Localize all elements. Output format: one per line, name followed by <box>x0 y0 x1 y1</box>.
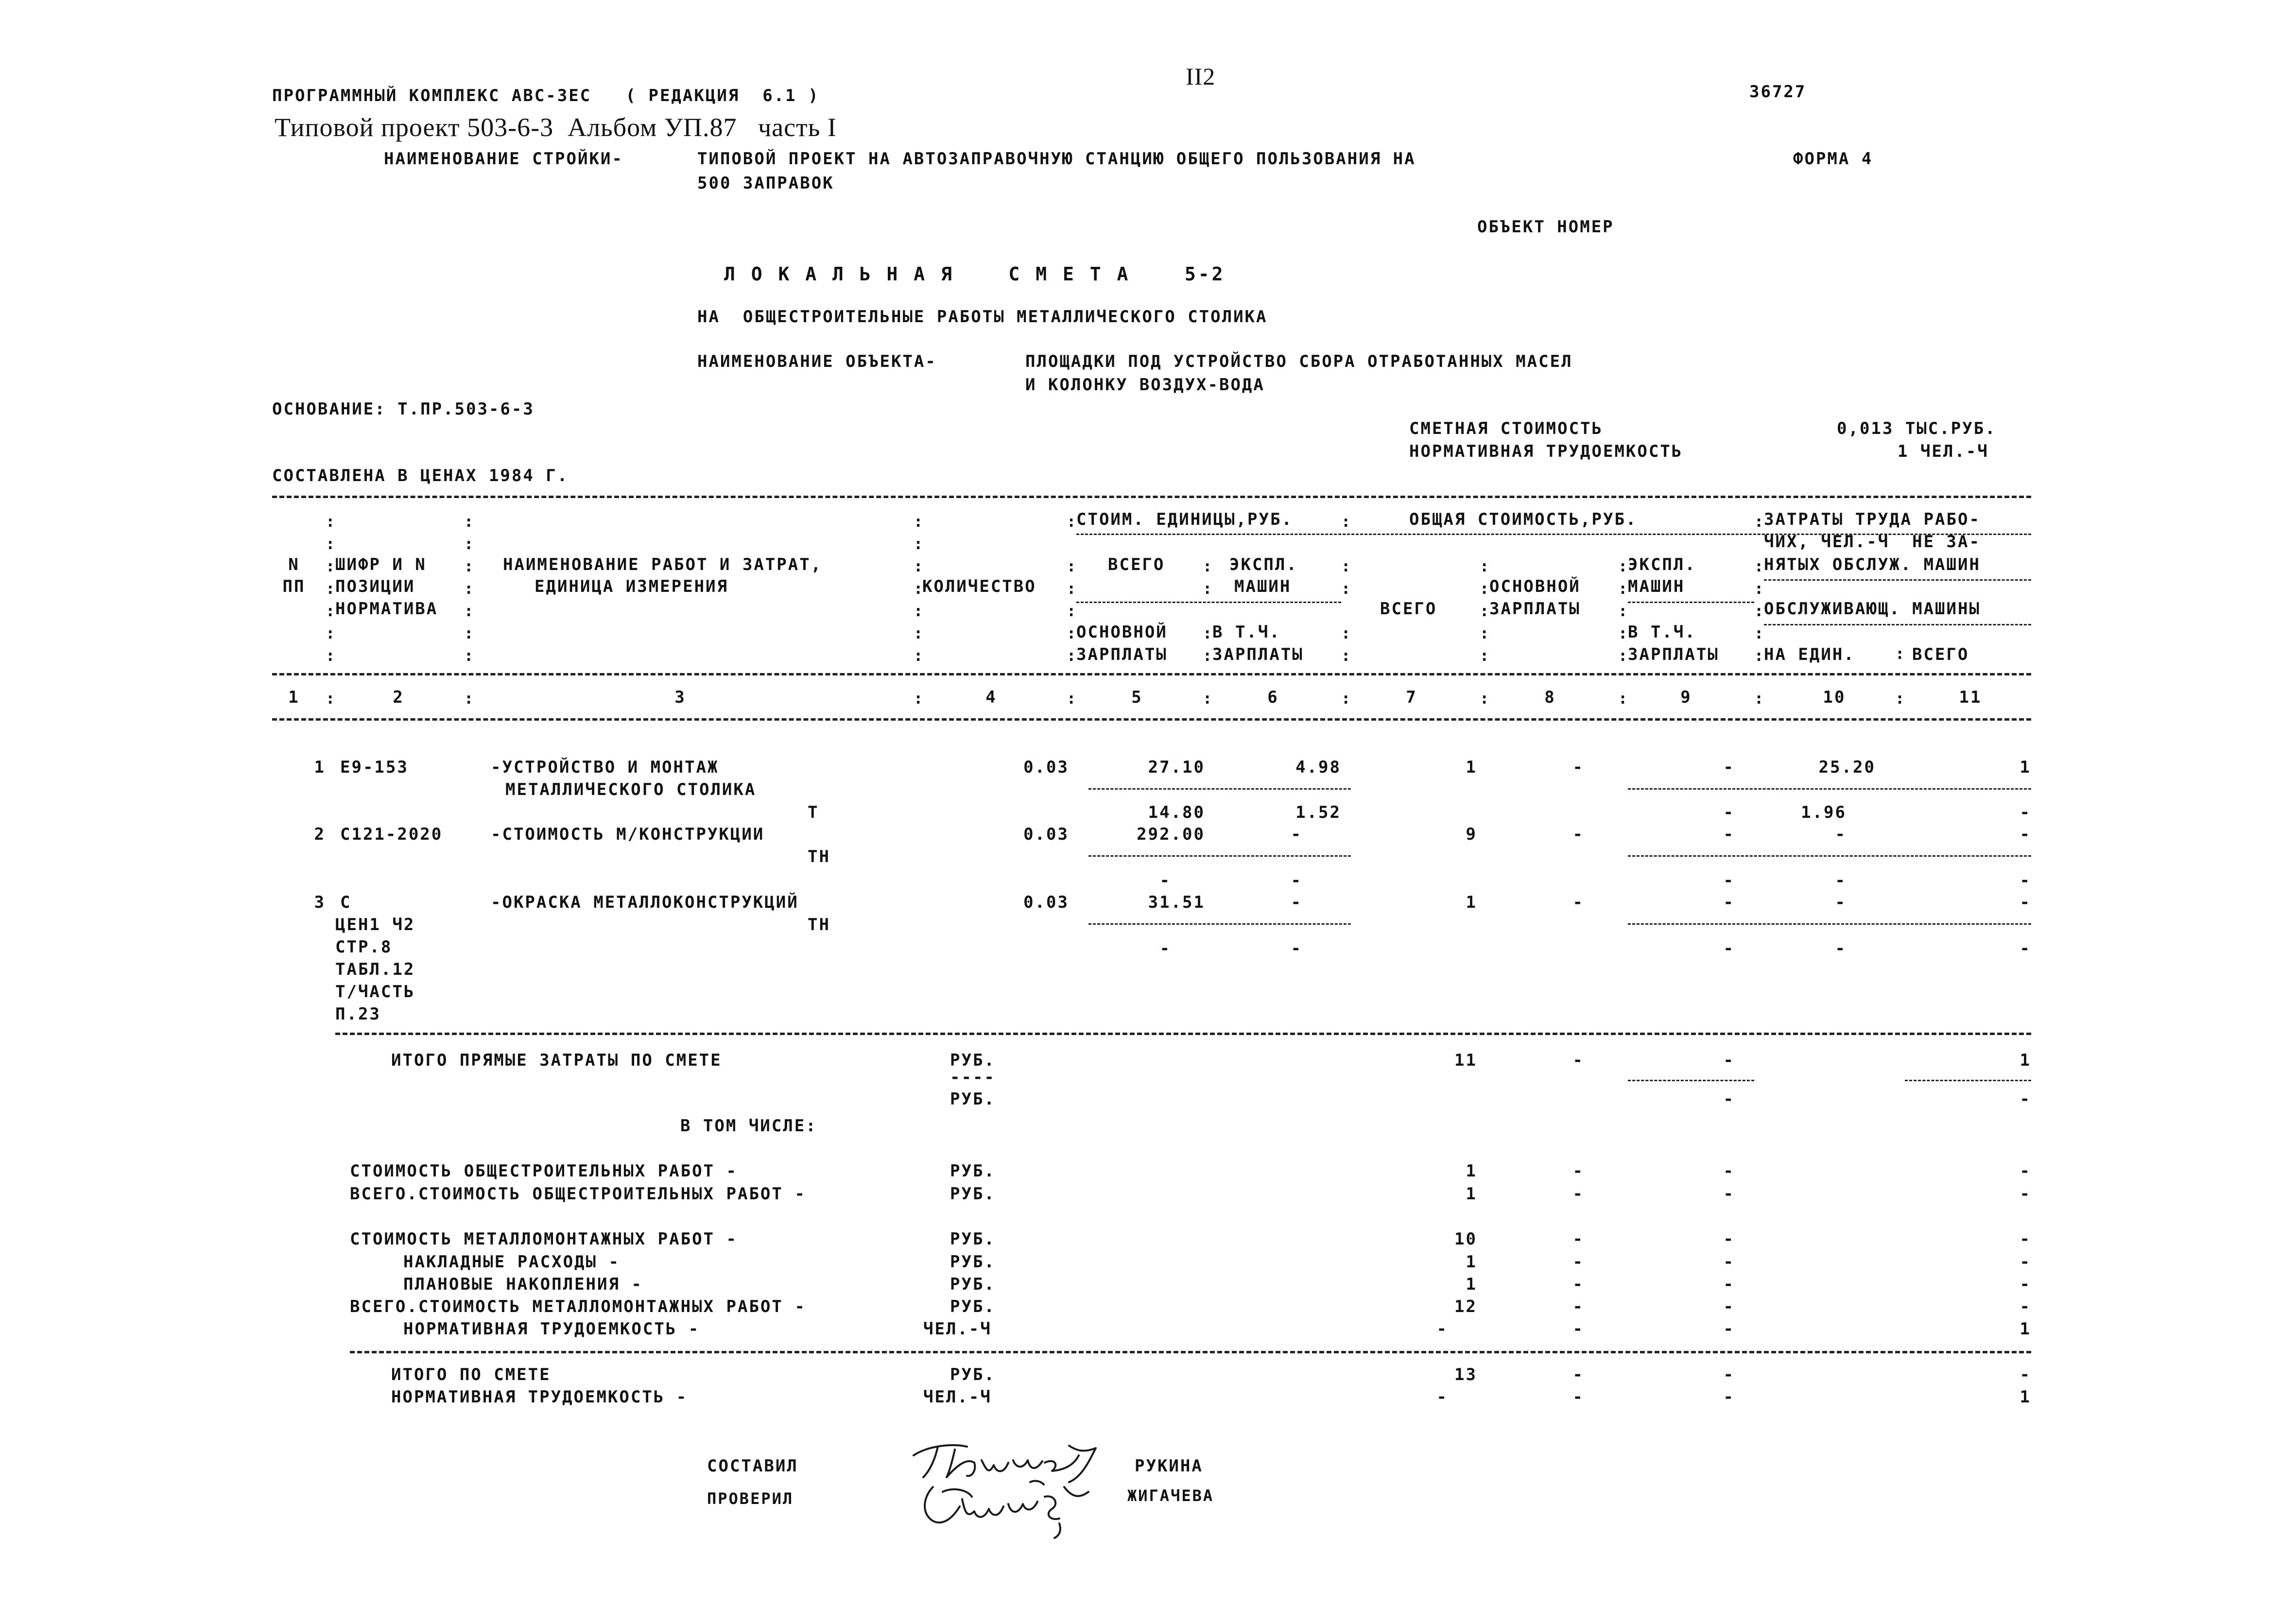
col-number: 1 <box>288 688 300 707</box>
row-machines-incl: - <box>1723 939 1735 958</box>
labor-label-4: ОБСЛУЖИВАЮЩ. МАШИНЫ <box>1764 599 1981 619</box>
summary-machines: - <box>1723 1297 1735 1316</box>
row-code-extra: СТР.8 <box>335 937 393 957</box>
row-unit: ТН <box>808 915 830 934</box>
row-total: 1 <box>1466 758 1477 777</box>
summary-unit: РУБ. <box>950 1297 996 1316</box>
row-code: Е9-153 <box>340 758 409 777</box>
unit-cost-label: СТОИМ. ЕДИНИЦЫ,РУБ. <box>1076 510 1293 529</box>
grand-labor-base: - <box>1572 1387 1584 1407</box>
col-code-label-3: НОРМАТИВА <box>335 599 438 619</box>
summary-labor: - <box>2020 1184 2031 1204</box>
normative-labor-value: 1 ЧЕЛ.-Ч <box>1898 442 1989 461</box>
col-quantity-label: КОЛИЧЕСТВО <box>922 577 1036 596</box>
grand-total-labor: - <box>2020 1365 2031 1384</box>
row-unit: Т <box>808 803 819 822</box>
labor-label-3: НЯТЫХ ОБСЛУЖ. МАШИН <box>1764 555 1981 574</box>
col-number: 4 <box>985 688 997 707</box>
row-labor-total-2: - <box>2020 803 2031 822</box>
total-mach-label-2: МАШИН <box>1628 577 1685 596</box>
grand-total-label: ИТОГО ПО СМЕТЕ <box>391 1365 551 1384</box>
grand-labor-value: 1 <box>2020 1387 2031 1407</box>
unit-base-label-2: ЗАРПЛАТЫ <box>1076 645 1168 664</box>
summary-unit: РУБ. <box>950 1252 996 1272</box>
summary-base: - <box>1572 1161 1584 1181</box>
direct-costs-label: ИТОГО ПРЯМЫЕ ЗАТРАТЫ ПО СМЕТЕ <box>391 1051 722 1070</box>
normative-labor-label: НОРМАТИВНАЯ ТРУДОЕМКОСТЬ <box>1409 442 1683 461</box>
total-incl-label-2: ЗАРПЛАТЫ <box>1628 645 1719 664</box>
rule-top <box>272 496 2031 498</box>
row-unit-machines: 4.98 <box>1295 758 1341 777</box>
grand-total-base: - <box>1572 1365 1584 1384</box>
col-number: 2 <box>393 688 404 707</box>
grand-labor-label: НОРМАТИВНАЯ ТРУДОЕМКОСТЬ - <box>391 1387 688 1407</box>
summary-machines: - <box>1723 1275 1735 1294</box>
estimated-cost-label: СМЕТНАЯ СТОИМОСТЬ <box>1409 419 1603 438</box>
col-code-label-2: ПОЗИЦИИ <box>335 577 415 596</box>
col-pp-label: ПП <box>282 577 306 596</box>
checker-signature <box>914 1477 1098 1540</box>
row-base: - <box>1572 825 1584 844</box>
basis: ОСНОВАНИЕ: Т.ПР.503-6-3 <box>272 399 535 419</box>
total-base-label-1: ОСНОВНОЙ <box>1489 577 1581 596</box>
summary-base: - <box>1572 1252 1584 1272</box>
summary-labor: 1 <box>2020 1319 2031 1339</box>
row-labor-unit: 25.20 <box>1818 758 1876 777</box>
prices-year: СОСТАВЛЕНА В ЦЕНАХ 1984 Г. <box>272 466 569 485</box>
checked-name: ЖИГАЧЕВА <box>1127 1486 1214 1505</box>
row-labor-total: 1 <box>2020 758 2031 777</box>
labor-label-2: ЧИХ, ЧЕЛ.-Ч НЕ ЗА- <box>1764 532 1981 552</box>
direct-costs-machines-2: - <box>1723 1089 1735 1109</box>
row-unit-total: 27.10 <box>1148 758 1205 777</box>
summary-labor: - <box>2020 1229 2031 1249</box>
col-number: 3 <box>674 688 686 707</box>
rule-numbers-bottom <box>272 718 2031 721</box>
row-name: -УСТРОЙСТВО И МОНТАЖ <box>491 758 719 777</box>
row-code: С121-2020 <box>340 825 443 844</box>
col-code-label-1: ШИФР И N <box>335 555 427 574</box>
col-number: 5 <box>1131 688 1143 707</box>
summary-label: ВСЕГО.СТОИМОСТЬ МЕТАЛЛОМОНТАЖНЫХ РАБОТ - <box>350 1297 806 1316</box>
direct-costs-labor-2: - <box>2020 1089 2031 1109</box>
total-incl-label-1: В Т.Ч. <box>1628 622 1696 642</box>
col-name-label-1: НАИМЕНОВАНИЕ РАБОТ И ЗАТРАТ, <box>503 555 823 574</box>
summary-unit: РУБ. <box>950 1184 996 1204</box>
compiled-name: РУКИНА <box>1135 1456 1203 1476</box>
row-unit-machines: - <box>1291 893 1302 912</box>
row-unit-base: - <box>1159 939 1171 958</box>
row-labor-total-2: - <box>2020 939 2031 958</box>
row-total: 9 <box>1466 825 1477 844</box>
summary-labor: - <box>2020 1297 2031 1316</box>
summary-unit: РУБ. <box>950 1275 996 1294</box>
row-labor-unit-2: 1.96 <box>1801 803 1847 822</box>
unit-incl-label-1: В Т.Ч. <box>1212 622 1281 642</box>
row-labor-unit: - <box>1835 893 1847 912</box>
summary-labor: - <box>2020 1252 2031 1272</box>
rule-summary-bottom <box>350 1351 2031 1353</box>
row-unit-base: - <box>1159 871 1171 890</box>
grand-total-machines: - <box>1723 1365 1735 1384</box>
row-code-extra: Т/ЧАСТЬ <box>335 982 415 1002</box>
rule-items-bottom <box>335 1033 2031 1035</box>
direct-costs-labor: 1 <box>2020 1051 2031 1070</box>
row-total: 1 <box>1466 893 1477 912</box>
row-unit-incl: 1.52 <box>1295 803 1341 822</box>
row-unit: ТН <box>808 847 830 866</box>
direct-costs-unit-2: РУБ. <box>950 1089 996 1109</box>
row-code: С <box>340 893 352 912</box>
summary-total: 1 <box>1466 1252 1477 1272</box>
labor-label-1: ЗАТРАТЫ ТРУДА РАБО- <box>1764 510 1981 529</box>
unit-incl-label-2: ЗАРПЛАТЫ <box>1212 645 1304 664</box>
row-labor-unit-2: - <box>1835 939 1847 958</box>
row-name: -СТОИМОСТЬ М/КОНСТРУКЦИИ <box>491 825 765 844</box>
unit-mach-label-1: ЭКСПЛ. <box>1229 555 1298 574</box>
page-number: II2 <box>1186 63 1216 90</box>
summary-labor: - <box>2020 1161 2031 1181</box>
row-code-extra: ТАБЛ.12 <box>335 960 415 979</box>
total-cost-label: ОБЩАЯ СТОИМОСТЬ,РУБ. <box>1409 510 1638 529</box>
including-label: В ТОМ ЧИСЛЕ: <box>680 1116 817 1136</box>
direct-costs-dash: ---- <box>950 1068 996 1087</box>
summary-total: 10 <box>1454 1229 1477 1249</box>
summary-machines: - <box>1723 1184 1735 1204</box>
col-number: 9 <box>1680 688 1692 707</box>
form-label: ФОРМА 4 <box>1793 149 1873 169</box>
col-name-label-2: ЕДИНИЦА ИЗМЕРЕНИЯ <box>535 577 728 596</box>
summary-label: СТОИМОСТЬ ОБЩЕСТРОИТЕЛЬНЫХ РАБОТ - <box>350 1161 738 1181</box>
row-unit-incl: - <box>1291 939 1302 958</box>
direct-costs-unit: РУБ. <box>950 1051 996 1070</box>
row-code-extra: П.23 <box>335 1004 381 1024</box>
row-unit-incl: - <box>1291 871 1302 890</box>
row-number: 1 <box>314 758 326 777</box>
row-base: - <box>1572 893 1584 912</box>
construction-name-line1: ТИПОВОЙ ПРОЕКТ НА АВТОЗАПРАВОЧНУЮ СТАНЦИЮ ОБЩЕГО ПОЛЬЗОВАНИЯ НА <box>697 149 1416 169</box>
labor-unit-label: НА ЕДИН. <box>1764 645 1855 664</box>
object-name-line2: И КОЛОНКУ ВОЗДУХ-ВОДА <box>1025 375 1265 395</box>
row-unit-total: 292.00 <box>1137 825 1205 844</box>
row-quantity: 0.03 <box>1023 825 1069 844</box>
row-code-extra: ЦЕН1 Ч2 <box>335 915 415 934</box>
row-unit-machines: - <box>1291 825 1302 844</box>
estimate-subject: НА ОБЩЕСТРОИТЕЛЬНЫЕ РАБОТЫ МЕТАЛЛИЧЕСКОГО СТОЛИКА <box>697 307 1268 327</box>
summary-label: НАКЛАДНЫЕ РАСХОДЫ - <box>403 1252 620 1272</box>
object-name-line1: ПЛОЩАДКИ ПОД УСТРОЙСТВО СБОРА ОТРАБОТАННЫХ МАСЕЛ <box>1025 352 1573 371</box>
unit-total-label: ВСЕГО <box>1108 555 1165 574</box>
summary-label: НОРМАТИВНАЯ ТРУДОЕМКОСТЬ - <box>403 1319 700 1339</box>
row-machines: - <box>1723 758 1735 777</box>
summary-label: ПЛАНОВЫЕ НАКОПЛЕНИЯ - <box>403 1275 643 1294</box>
col-number: 7 <box>1406 688 1417 707</box>
col-number: 11 <box>1959 688 1982 707</box>
project-line: Типовой проект 503-6-3 Альбом УП.87 часть I <box>275 113 837 142</box>
row-machines-incl: - <box>1723 871 1735 890</box>
compiled-label: СОСТАВИЛ <box>707 1456 798 1476</box>
col-n-label: N <box>288 555 300 574</box>
summary-total: - <box>1436 1319 1448 1339</box>
summary-labor: - <box>2020 1275 2031 1294</box>
row-name-cont: МЕТАЛЛИЧЕСКОГО СТОЛИКА <box>505 780 757 799</box>
row-labor-total: - <box>2020 893 2031 912</box>
row-number: 3 <box>314 893 326 912</box>
row-labor-unit: - <box>1835 825 1847 844</box>
summary-total: 12 <box>1454 1297 1477 1316</box>
construction-label: НАИМЕНОВАНИЕ СТРОЙКИ- <box>384 149 623 169</box>
unit-mach-label-2: МАШИН <box>1234 577 1292 596</box>
summary-base: - <box>1572 1275 1584 1294</box>
summary-base: - <box>1572 1229 1584 1249</box>
summary-base: - <box>1572 1184 1584 1204</box>
grand-labor-unit: ЧЕЛ.-Ч <box>923 1387 992 1407</box>
summary-unit: ЧЕЛ.-Ч <box>923 1319 992 1339</box>
grand-labor-machines: - <box>1723 1387 1735 1407</box>
summary-machines: - <box>1723 1161 1735 1181</box>
unit-base-label-1: ОСНОВНОЙ <box>1076 622 1168 642</box>
summary-total: 1 <box>1466 1275 1477 1294</box>
construction-name-line2: 500 ЗАПРАВОК <box>697 173 834 193</box>
summary-machines: - <box>1723 1319 1735 1339</box>
grand-total-value: 13 <box>1454 1365 1477 1384</box>
total-all-label: ВСЕГО <box>1380 599 1437 619</box>
row-labor-total: - <box>2020 825 2031 844</box>
row-base: - <box>1572 758 1584 777</box>
total-base-label-2: ЗАРПЛАТЫ <box>1489 599 1581 619</box>
object-number: ОБЪЕКТ НОМЕР <box>1477 217 1614 237</box>
checked-label: ПРОВЕРИЛ <box>707 1489 794 1508</box>
row-machines: - <box>1723 825 1735 844</box>
row-labor-unit-2: - <box>1835 871 1847 890</box>
row-quantity: 0.03 <box>1023 893 1069 912</box>
direct-costs-machines: - <box>1723 1051 1735 1070</box>
summary-machines: - <box>1723 1229 1735 1249</box>
program-name: ПРОГРАММНЫЙ КОМПЛЕКС АВС-3ЕС ( РЕДАКЦИЯ 6.1 ) <box>272 86 820 105</box>
summary-base: - <box>1572 1297 1584 1316</box>
object-label: НАИМЕНОВАНИЕ ОБЪЕКТА- <box>697 352 937 371</box>
summary-total: 1 <box>1466 1161 1477 1181</box>
summary-total: 1 <box>1466 1184 1477 1204</box>
summary-base: - <box>1572 1319 1584 1339</box>
row-quantity: 0.03 <box>1023 758 1069 777</box>
summary-machines: - <box>1723 1252 1735 1272</box>
labor-total-label: ВСЕГО <box>1912 645 1969 664</box>
rule-header-bottom <box>272 673 2031 675</box>
row-unit-total: 31.51 <box>1148 893 1205 912</box>
grand-total-unit: РУБ. <box>950 1365 996 1384</box>
total-mach-label-1: ЭКСПЛ. <box>1628 555 1696 574</box>
summary-unit: РУБ. <box>950 1229 996 1249</box>
document-number: 36727 <box>1749 82 1807 102</box>
col-number: 10 <box>1823 688 1846 707</box>
direct-costs-total: 11 <box>1454 1051 1477 1070</box>
row-number: 2 <box>314 825 326 844</box>
row-machines: - <box>1723 893 1735 912</box>
summary-label: ВСЕГО.СТОИМОСТЬ ОБЩЕСТРОИТЕЛЬНЫХ РАБОТ - <box>350 1184 806 1204</box>
estimated-cost-value: 0,013 ТЫС.РУБ. <box>1837 419 1997 438</box>
row-machines-incl: - <box>1723 803 1735 822</box>
col-number: 6 <box>1267 688 1279 707</box>
summary-unit: РУБ. <box>950 1161 996 1181</box>
summary-label: СТОИМОСТЬ МЕТАЛЛОМОНТАЖНЫХ РАБОТ - <box>350 1229 738 1249</box>
col-number: 8 <box>1544 688 1556 707</box>
direct-costs-base: - <box>1572 1051 1584 1070</box>
estimate-title: Л О К А Л Ь Н А Я С М Е Т А 5-2 <box>724 263 1226 285</box>
row-name: -ОКРАСКА МЕТАЛЛОКОНСТРУКЦИЙ <box>491 893 799 912</box>
row-labor-total-2: - <box>2020 871 2031 890</box>
grand-labor-total: - <box>1436 1387 1448 1407</box>
row-unit-base: 14.80 <box>1148 803 1205 822</box>
